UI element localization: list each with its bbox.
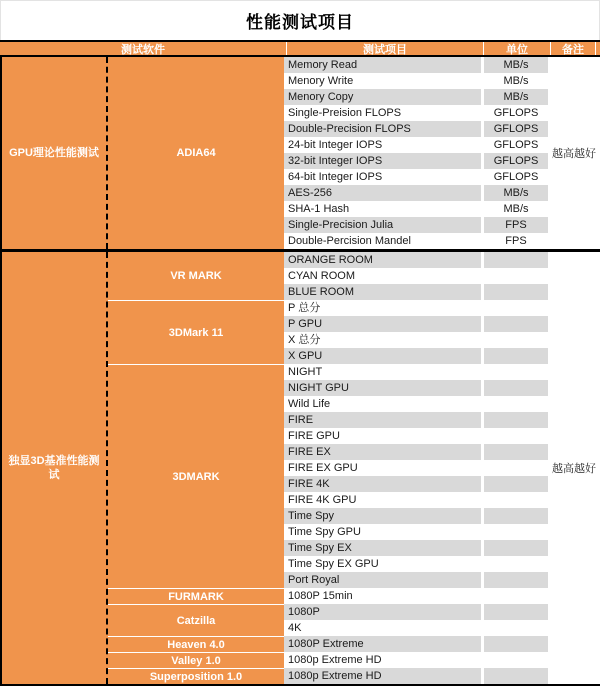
rows-column	[284, 252, 548, 684]
column-header-item: 测试项目	[286, 42, 483, 55]
table-row	[284, 396, 548, 412]
unit-cell	[484, 668, 548, 684]
table-row	[284, 604, 548, 620]
remark-cell: 越高越好	[548, 57, 600, 249]
table-row	[284, 284, 548, 300]
test-item-cell: Menory Copy	[284, 89, 481, 105]
table-row	[284, 268, 548, 284]
test-item-cell: P 总分	[288, 302, 321, 314]
software-group: Superposition 1.0	[108, 668, 284, 684]
unit-cell: MB/s	[484, 89, 548, 105]
software-group: ADIA64	[108, 57, 284, 249]
test-item-cell: Time Spy	[284, 508, 481, 524]
table-row	[284, 428, 548, 444]
test-item-cell: Menory Write	[288, 75, 354, 87]
unit-cell	[484, 524, 548, 540]
test-item-cell: FIRE EX	[284, 444, 481, 460]
table-row	[284, 169, 548, 185]
test-item-cell: Time Spy GPU	[288, 526, 361, 538]
software-group: 3DMARK	[108, 364, 284, 588]
table-row	[284, 636, 548, 652]
test-item-cell: Double-Percision Mandel	[288, 235, 411, 247]
unit-cell	[484, 252, 548, 268]
table-row	[284, 508, 548, 524]
section-1	[2, 249, 600, 684]
test-item-cell: X GPU	[284, 348, 481, 364]
unit-cell	[484, 620, 548, 636]
test-item-cell: CYAN ROOM	[288, 270, 356, 282]
software-group: VR MARK	[108, 252, 284, 300]
test-item-cell: BLUE ROOM	[284, 284, 481, 300]
unit-cell	[484, 556, 548, 572]
unit-cell: MB/s	[484, 185, 548, 201]
unit-cell	[484, 284, 548, 300]
table-row	[284, 217, 548, 233]
column-header-unit: 单位	[483, 42, 550, 55]
test-item-cell: AES-256	[284, 185, 481, 201]
test-item-cell: FIRE GPU	[288, 430, 340, 442]
unit-cell: FPS	[484, 217, 548, 233]
table-row	[284, 588, 548, 604]
table-row	[284, 316, 548, 332]
table-row	[284, 137, 548, 153]
unit-cell	[484, 540, 548, 556]
table-body	[0, 57, 600, 686]
unit-cell	[484, 364, 548, 380]
unit-cell	[484, 460, 548, 476]
unit-cell	[484, 444, 548, 460]
test-item-cell: NIGHT	[288, 366, 323, 378]
column-header-remark: 备注	[550, 42, 595, 55]
test-item-cell: FIRE 4K GPU	[288, 494, 357, 506]
unit-cell: GFLOPS	[493, 107, 539, 119]
test-item-cell: P GPU	[284, 316, 481, 332]
table-row	[284, 332, 548, 348]
column-header-sliver	[595, 42, 600, 55]
remark-cell: 越高越好	[548, 252, 600, 684]
software-column	[108, 57, 284, 249]
test-item-cell: Single-Preision FLOPS	[288, 107, 402, 119]
column-header-software: 测试软件	[121, 43, 165, 56]
table-row	[284, 652, 548, 668]
test-item-cell: 64-bit Integer IOPS	[288, 171, 383, 183]
category-cell: 独显3D基准性能测试	[2, 252, 108, 684]
test-item-cell: 4K	[288, 622, 302, 634]
table-row	[284, 57, 548, 73]
software-group: FURMARK	[108, 588, 284, 604]
test-item-cell: 1080p Extreme HD	[288, 654, 382, 666]
table-row	[284, 524, 548, 540]
test-item-cell: 1080P 15min	[288, 590, 353, 602]
rows-column	[284, 57, 548, 249]
table-row	[284, 540, 548, 556]
test-item-cell: Time Spy EX GPU	[288, 558, 379, 570]
table-row	[284, 89, 548, 105]
table-row	[284, 121, 548, 137]
section-0	[2, 57, 600, 249]
test-item-cell: Port Royal	[284, 572, 481, 588]
test-item-cell: NIGHT GPU	[284, 380, 481, 396]
unit-cell	[484, 396, 548, 412]
test-item-cell: SHA-1 Hash	[288, 203, 350, 215]
unit-cell: GFLOPS	[484, 153, 548, 169]
table-row	[284, 201, 548, 217]
unit-cell	[484, 332, 548, 348]
test-item-cell: 32-bit Integer IOPS	[284, 153, 481, 169]
unit-cell	[484, 428, 548, 444]
test-item-cell: 1080p Extreme HD	[284, 668, 481, 684]
table-row	[284, 252, 548, 268]
software-column	[108, 252, 284, 684]
table-title-bar	[0, 0, 600, 40]
unit-cell	[484, 492, 548, 508]
category-cell: GPU理论性能测试	[2, 57, 108, 249]
table-row	[284, 668, 548, 684]
test-item-cell: Time Spy EX	[284, 540, 481, 556]
test-item-cell: Double-Precision FLOPS	[284, 121, 481, 137]
unit-cell	[484, 300, 548, 316]
test-item-cell: 1080P	[284, 604, 481, 620]
page-title: 性能测试项目	[246, 13, 354, 32]
unit-cell	[484, 316, 548, 332]
test-item-cell: FIRE	[284, 412, 481, 428]
test-item-cell: 24-bit Integer IOPS	[288, 139, 383, 151]
test-item-cell: X 总分	[288, 334, 321, 346]
unit-cell	[484, 572, 548, 588]
unit-cell: MB/s	[484, 57, 548, 73]
table-row	[284, 185, 548, 201]
table-row	[284, 380, 548, 396]
unit-cell	[484, 604, 548, 620]
table-header-row	[0, 40, 600, 57]
test-item-cell: ORANGE ROOM	[284, 252, 481, 268]
unit-cell: GFLOPS	[493, 139, 539, 151]
table-row	[284, 556, 548, 572]
unit-cell	[484, 588, 548, 604]
unit-cell: MB/s	[503, 203, 529, 215]
unit-cell: MB/s	[503, 75, 529, 87]
software-group: 3DMark 11	[108, 300, 284, 364]
test-item-cell: Memory Read	[284, 57, 481, 73]
unit-cell: GFLOPS	[484, 121, 548, 137]
table-row	[284, 105, 548, 121]
table-row	[284, 492, 548, 508]
table-row	[284, 73, 548, 89]
unit-cell: GFLOPS	[493, 171, 539, 183]
table-row	[284, 364, 548, 380]
unit-cell	[484, 476, 548, 492]
software-group: Catzilla	[108, 604, 284, 636]
table-row	[284, 233, 548, 249]
unit-cell	[484, 412, 548, 428]
table-row	[284, 300, 548, 316]
test-item-cell: 1080P Extreme	[284, 636, 481, 652]
table-row	[284, 460, 548, 476]
software-group: Heaven 4.0	[108, 636, 284, 652]
unit-cell	[484, 508, 548, 524]
table-row	[284, 153, 548, 169]
unit-cell	[484, 348, 548, 364]
table-row	[284, 476, 548, 492]
test-item-cell: FIRE 4K	[284, 476, 481, 492]
table-row	[284, 620, 548, 636]
test-item-cell: FIRE EX GPU	[288, 462, 358, 474]
table-row	[284, 348, 548, 364]
unit-cell	[484, 652, 548, 668]
table-row	[284, 572, 548, 588]
unit-cell	[484, 636, 548, 652]
unit-cell: FPS	[505, 235, 527, 247]
software-group: Valley 1.0	[108, 652, 284, 668]
test-item-cell: Single-Precision Julia	[284, 217, 481, 233]
table-row	[284, 412, 548, 428]
test-item-cell: Wild Life	[288, 398, 331, 410]
table-row	[284, 444, 548, 460]
unit-cell	[484, 268, 548, 284]
unit-cell	[484, 380, 548, 396]
